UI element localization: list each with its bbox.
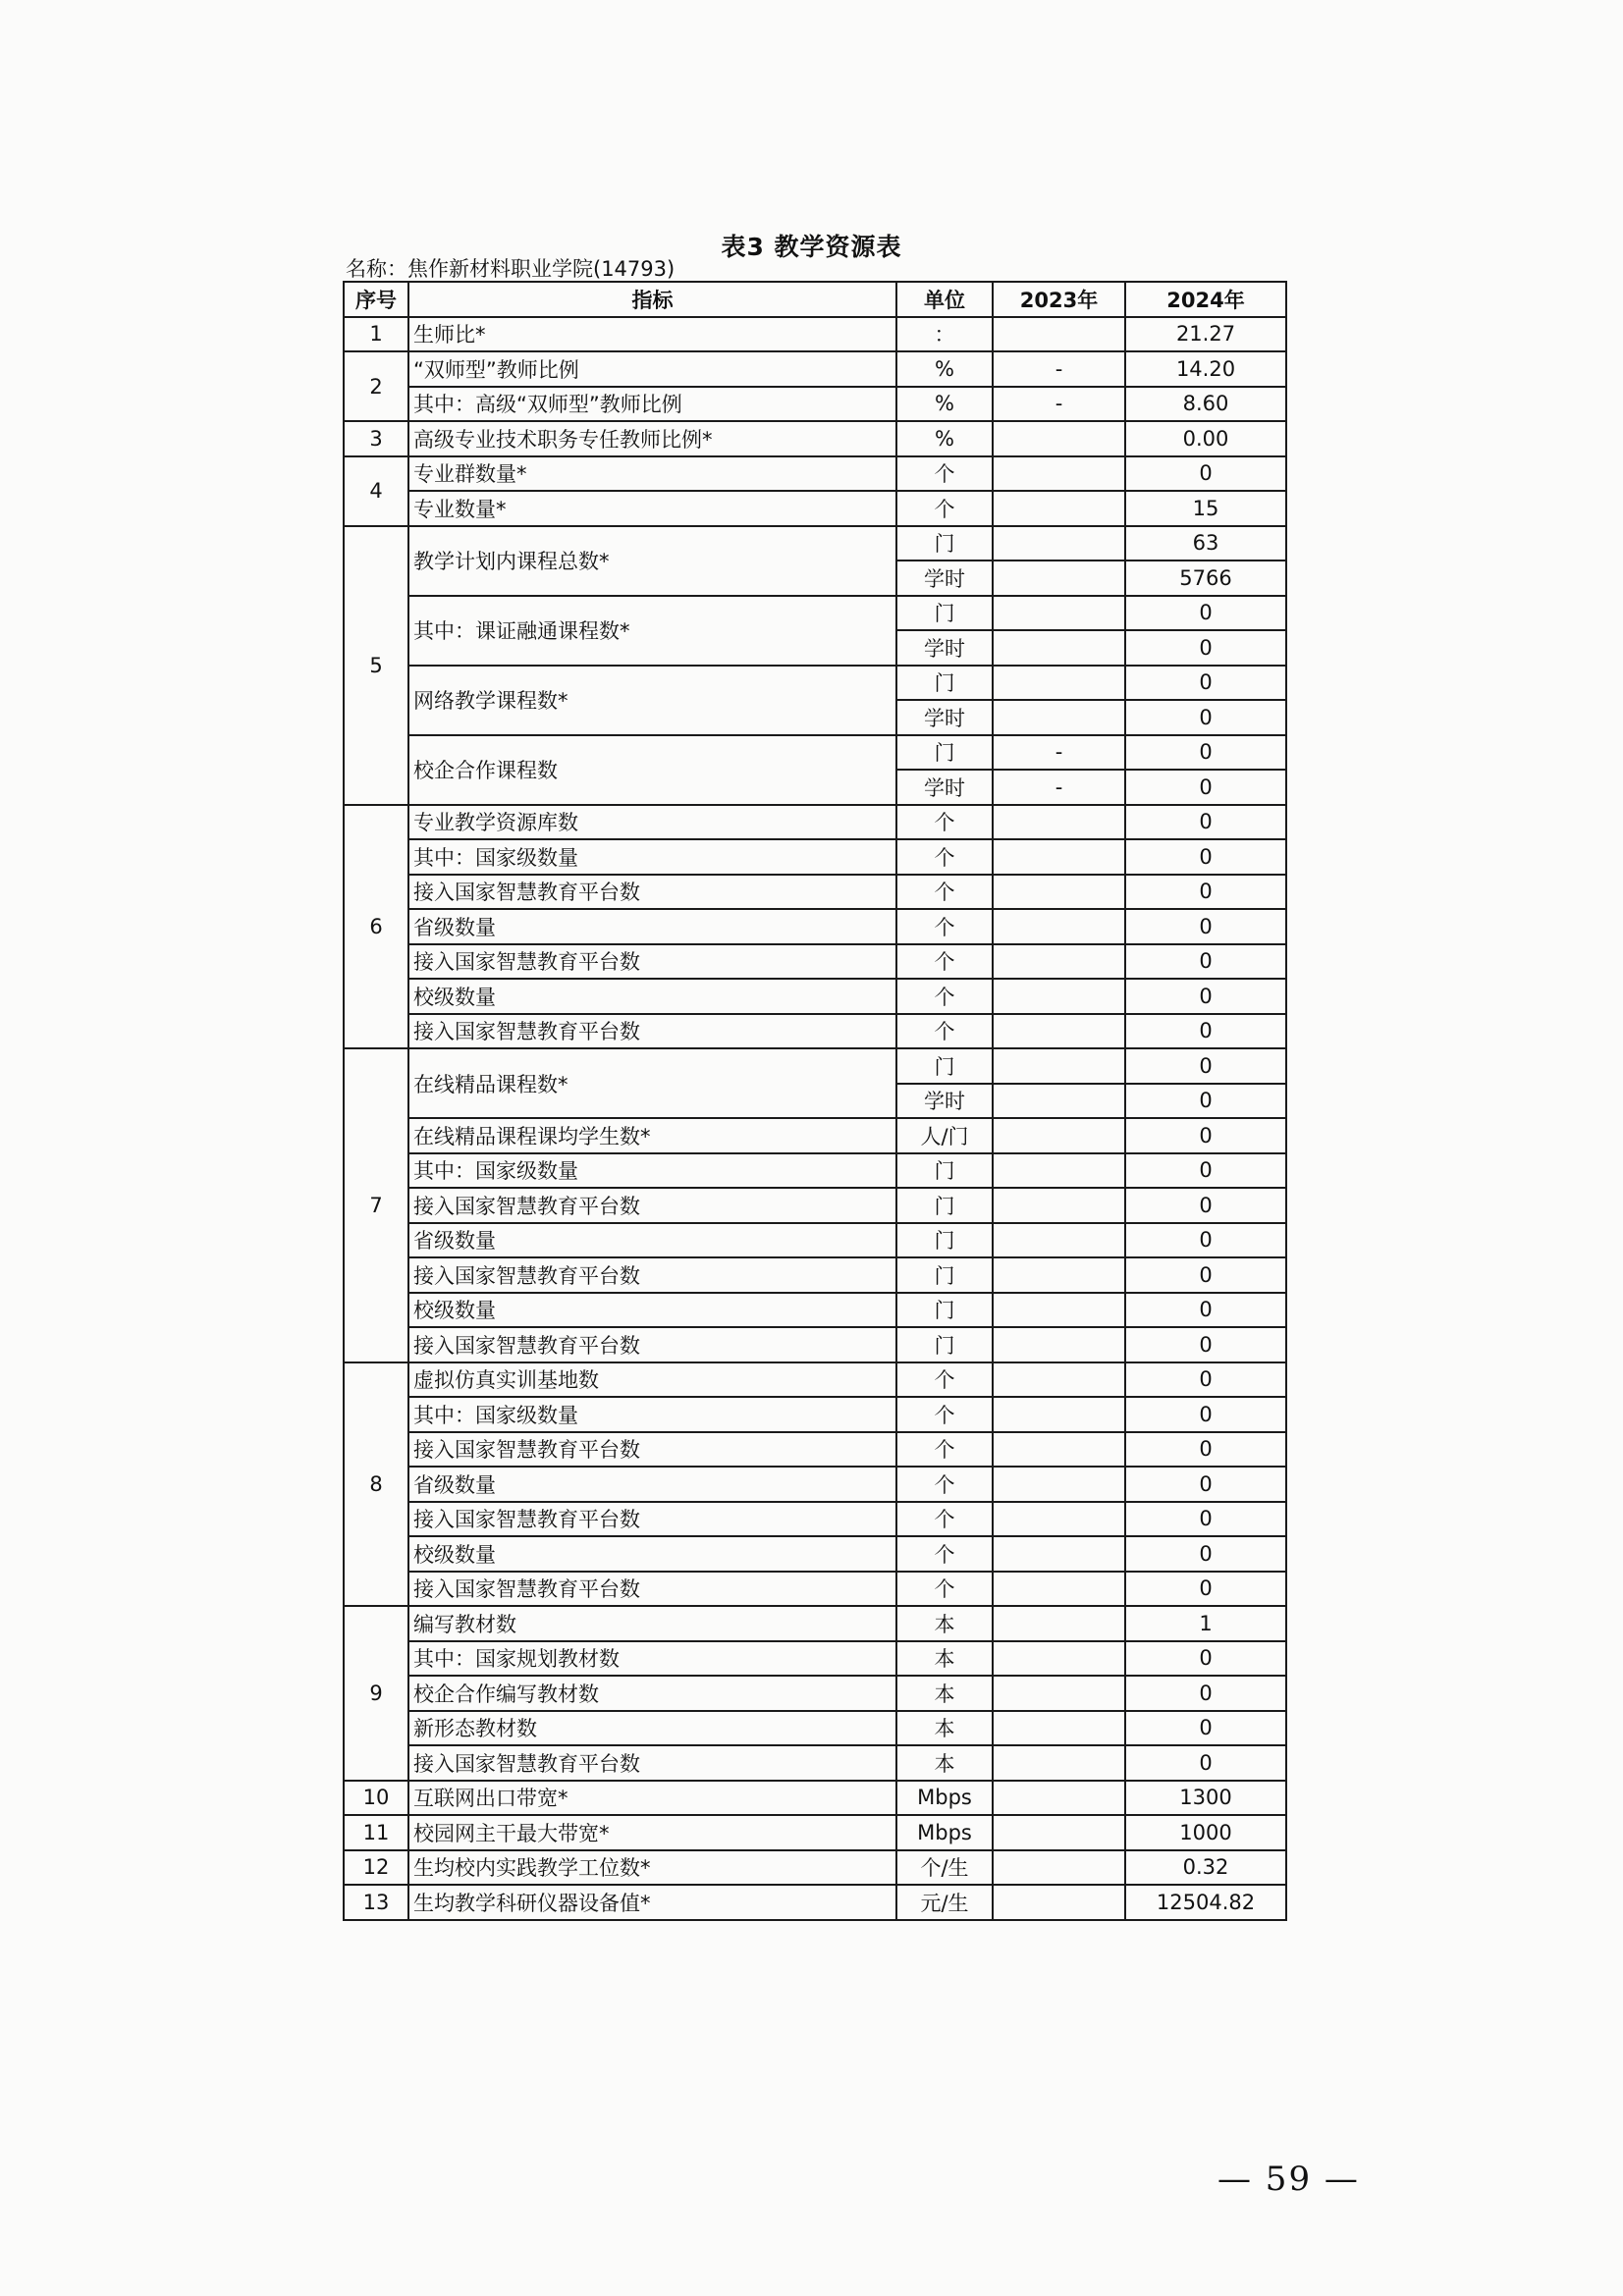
indicator-cell: 接入国家智慧教育平台数 bbox=[408, 1502, 896, 1537]
unit-cell: 本 bbox=[896, 1641, 993, 1677]
table-row bbox=[344, 1153, 1286, 1189]
unit-cell: 人/门 bbox=[896, 1118, 993, 1153]
table-row bbox=[344, 596, 1286, 631]
row-number: 9 bbox=[344, 1606, 408, 1781]
unit-cell: 个 bbox=[896, 1397, 993, 1432]
table-row bbox=[344, 666, 1286, 701]
value-2024-cell: 0 bbox=[1125, 875, 1286, 910]
table-row bbox=[344, 456, 1286, 492]
indicator-cell: 接入国家智慧教育平台数 bbox=[408, 1432, 896, 1468]
unit-cell: 个 bbox=[896, 875, 993, 910]
table-row bbox=[344, 735, 1286, 771]
indicator-cell: 校园网主干最大带宽* bbox=[408, 1815, 896, 1850]
value-2023-cell: - bbox=[993, 387, 1125, 422]
table-row bbox=[344, 1676, 1286, 1711]
unit-cell: % bbox=[896, 387, 993, 422]
value-2024-cell: 0 bbox=[1125, 1711, 1286, 1746]
value-2024-cell: 0 bbox=[1125, 630, 1286, 666]
table-row bbox=[344, 387, 1286, 422]
table-row bbox=[344, 1745, 1286, 1781]
value-2024-cell: 0 bbox=[1125, 1327, 1286, 1362]
value-2023-cell bbox=[993, 1118, 1125, 1153]
table-row bbox=[344, 1606, 1286, 1641]
table-row bbox=[344, 1362, 1286, 1398]
table-title: 表3 教学资源表 bbox=[721, 233, 902, 261]
indicator-cell: “双师型”教师比例 bbox=[408, 351, 896, 387]
unit-cell: 元/生 bbox=[896, 1885, 993, 1920]
unit-cell: 个 bbox=[896, 805, 993, 840]
value-2024-cell: 0.32 bbox=[1125, 1850, 1286, 1886]
indicator-cell: 接入国家智慧教育平台数 bbox=[408, 1014, 896, 1049]
table-body bbox=[344, 317, 1286, 1920]
unit-cell: 个 bbox=[896, 1467, 993, 1502]
value-2023-cell bbox=[993, 561, 1125, 596]
unit-cell: 门 bbox=[896, 1048, 993, 1084]
indicator-cell: 其中：国家级数量 bbox=[408, 1153, 896, 1189]
indicator-cell: 校企合作编写教材数 bbox=[408, 1676, 896, 1711]
table-row bbox=[344, 1781, 1286, 1816]
table-row bbox=[344, 1014, 1286, 1049]
teaching-resources-table bbox=[343, 281, 1287, 1921]
indicator-cell: 生均校内实践教学工位数* bbox=[408, 1850, 896, 1886]
unit-cell: 门 bbox=[896, 1188, 993, 1223]
page-number: — 59 — bbox=[1217, 2160, 1360, 2199]
value-2023-cell bbox=[993, 1223, 1125, 1258]
value-2024-cell: 0 bbox=[1125, 735, 1286, 771]
unit-cell: 门 bbox=[896, 596, 993, 631]
value-2024-cell: 0.00 bbox=[1125, 421, 1286, 456]
table-row bbox=[344, 1048, 1286, 1084]
indicator-cell: 省级数量 bbox=[408, 1467, 896, 1502]
value-2023-cell bbox=[993, 1397, 1125, 1432]
value-2024-cell: 0 bbox=[1125, 1153, 1286, 1189]
header-unit: 单位 bbox=[896, 282, 993, 317]
value-2023-cell bbox=[993, 1293, 1125, 1328]
table-row bbox=[344, 1536, 1286, 1572]
value-2024-cell: 0 bbox=[1125, 596, 1286, 631]
unit-cell: 本 bbox=[896, 1711, 993, 1746]
unit-cell: 个 bbox=[896, 1502, 993, 1537]
value-2023-cell bbox=[993, 1745, 1125, 1781]
row-number: 2 bbox=[344, 351, 408, 421]
table-row bbox=[344, 805, 1286, 840]
value-2023-cell bbox=[993, 1362, 1125, 1398]
unit-cell: 个 bbox=[896, 491, 993, 526]
value-2024-cell: 0 bbox=[1125, 1118, 1286, 1153]
row-number: 13 bbox=[344, 1885, 408, 1920]
table-row bbox=[344, 1293, 1286, 1328]
value-2023-cell bbox=[993, 839, 1125, 875]
value-2023-cell: - bbox=[993, 770, 1125, 805]
table-row bbox=[344, 1223, 1286, 1258]
table-row bbox=[344, 909, 1286, 944]
value-2023-cell bbox=[993, 1188, 1125, 1223]
row-number: 10 bbox=[344, 1781, 408, 1816]
row-number: 4 bbox=[344, 456, 408, 526]
value-2024-cell: 1 bbox=[1125, 1606, 1286, 1641]
value-2024-cell: 0 bbox=[1125, 1014, 1286, 1049]
unit-cell: 学时 bbox=[896, 700, 993, 735]
value-2023-cell bbox=[993, 526, 1125, 561]
table-row bbox=[344, 1257, 1286, 1293]
value-2024-cell: 0 bbox=[1125, 1084, 1286, 1119]
unit-cell: Mbps bbox=[896, 1815, 993, 1850]
value-2023-cell bbox=[993, 421, 1125, 456]
table-row bbox=[344, 1118, 1286, 1153]
value-2024-cell: 0 bbox=[1125, 1536, 1286, 1572]
value-2024-cell: 0 bbox=[1125, 1293, 1286, 1328]
value-2024-cell: 0 bbox=[1125, 456, 1286, 492]
row-number: 8 bbox=[344, 1362, 408, 1607]
unit-cell: 学时 bbox=[896, 561, 993, 596]
indicator-cell: 专业数量* bbox=[408, 491, 896, 526]
value-2023-cell bbox=[993, 944, 1125, 980]
value-2024-cell: 0 bbox=[1125, 839, 1286, 875]
indicator-cell: 高级专业技术职务专任教师比例* bbox=[408, 421, 896, 456]
header-2024: 2024年 bbox=[1125, 282, 1286, 317]
header-indicator: 指标 bbox=[408, 282, 896, 317]
table-row bbox=[344, 1327, 1286, 1362]
indicator-cell: 校企合作课程数 bbox=[408, 735, 896, 805]
table-row bbox=[344, 1885, 1286, 1920]
indicator-cell: 省级数量 bbox=[408, 909, 896, 944]
value-2023-cell bbox=[993, 1850, 1125, 1886]
indicator-cell: 专业群数量* bbox=[408, 456, 896, 492]
value-2023-cell bbox=[993, 596, 1125, 631]
unit-cell: 个 bbox=[896, 839, 993, 875]
value-2023-cell bbox=[993, 1014, 1125, 1049]
value-2024-cell: 0 bbox=[1125, 944, 1286, 980]
unit-cell: 个 bbox=[896, 1536, 993, 1572]
value-2024-cell: 0 bbox=[1125, 1188, 1286, 1223]
indicator-cell: 生均教学科研仪器设备值* bbox=[408, 1885, 896, 1920]
unit-cell: 门 bbox=[896, 1327, 993, 1362]
value-2023-cell bbox=[993, 1327, 1125, 1362]
indicator-cell: 教学计划内课程总数* bbox=[408, 526, 896, 596]
unit-cell: 本 bbox=[896, 1676, 993, 1711]
value-2024-cell: 0 bbox=[1125, 1745, 1286, 1781]
indicator-cell: 在线精品课程数* bbox=[408, 1048, 896, 1118]
table-row bbox=[344, 1188, 1286, 1223]
table-row bbox=[344, 1641, 1286, 1677]
value-2024-cell: 21.27 bbox=[1125, 317, 1286, 352]
value-2023-cell: - bbox=[993, 735, 1125, 771]
value-2023-cell bbox=[993, 1711, 1125, 1746]
indicator-cell: 虚拟仿真实训基地数 bbox=[408, 1362, 896, 1398]
unit-cell: 个 bbox=[896, 1014, 993, 1049]
unit-cell: ： bbox=[896, 317, 993, 352]
value-2023-cell bbox=[993, 1885, 1125, 1920]
unit-cell: 个 bbox=[896, 1362, 993, 1398]
indicator-cell: 接入国家智慧教育平台数 bbox=[408, 1257, 896, 1293]
unit-cell: 门 bbox=[896, 1257, 993, 1293]
value-2023-cell bbox=[993, 805, 1125, 840]
value-2024-cell: 63 bbox=[1125, 526, 1286, 561]
value-2023-cell bbox=[993, 909, 1125, 944]
table-row bbox=[344, 421, 1286, 456]
unit-cell: % bbox=[896, 351, 993, 387]
value-2024-cell: 0 bbox=[1125, 1572, 1286, 1607]
table-row bbox=[344, 1850, 1286, 1886]
indicator-cell: 生师比* bbox=[408, 317, 896, 352]
table-row bbox=[344, 1397, 1286, 1432]
value-2024-cell: 0 bbox=[1125, 1502, 1286, 1537]
indicator-cell: 校级数量 bbox=[408, 1536, 896, 1572]
indicator-cell: 新形态教材数 bbox=[408, 1711, 896, 1746]
table-row bbox=[344, 526, 1286, 561]
header-2023: 2023年 bbox=[993, 282, 1125, 317]
indicator-cell: 接入国家智慧教育平台数 bbox=[408, 1188, 896, 1223]
unit-cell: Mbps bbox=[896, 1781, 993, 1816]
value-2023-cell bbox=[993, 1572, 1125, 1607]
table-header-row bbox=[344, 282, 1286, 317]
value-2024-cell: 0 bbox=[1125, 1432, 1286, 1468]
value-2023-cell bbox=[993, 1432, 1125, 1468]
value-2023-cell bbox=[993, 491, 1125, 526]
value-2023-cell bbox=[993, 1467, 1125, 1502]
unit-cell: 个 bbox=[896, 944, 993, 980]
table-row bbox=[344, 1467, 1286, 1502]
value-2024-cell: 0 bbox=[1125, 770, 1286, 805]
indicator-cell: 编写教材数 bbox=[408, 1606, 896, 1641]
indicator-cell: 接入国家智慧教育平台数 bbox=[408, 1327, 896, 1362]
row-number: 3 bbox=[344, 421, 408, 456]
value-2023-cell bbox=[993, 875, 1125, 910]
unit-cell: 个 bbox=[896, 979, 993, 1014]
table-row bbox=[344, 317, 1286, 352]
indicator-cell: 其中：国家级数量 bbox=[408, 1397, 896, 1432]
table-row bbox=[344, 839, 1286, 875]
unit-cell: 门 bbox=[896, 1293, 993, 1328]
unit-cell: 个 bbox=[896, 1432, 993, 1468]
row-number: 12 bbox=[344, 1850, 408, 1886]
value-2023-cell bbox=[993, 1815, 1125, 1850]
value-2024-cell: 0 bbox=[1125, 666, 1286, 701]
value-2024-cell: 1000 bbox=[1125, 1815, 1286, 1850]
value-2023-cell bbox=[993, 1153, 1125, 1189]
indicator-cell: 在线精品课程课均学生数* bbox=[408, 1118, 896, 1153]
value-2023-cell bbox=[993, 1781, 1125, 1816]
table-row bbox=[344, 1572, 1286, 1607]
value-2024-cell: 0 bbox=[1125, 700, 1286, 735]
unit-cell: % bbox=[896, 421, 993, 456]
indicator-cell: 其中：国家级数量 bbox=[408, 839, 896, 875]
table-row bbox=[344, 944, 1286, 980]
unit-cell: 门 bbox=[896, 1223, 993, 1258]
value-2024-cell: 0 bbox=[1125, 979, 1286, 1014]
value-2024-cell: 0 bbox=[1125, 1048, 1286, 1084]
unit-cell: 个/生 bbox=[896, 1850, 993, 1886]
value-2024-cell: 15 bbox=[1125, 491, 1286, 526]
value-2023-cell bbox=[993, 700, 1125, 735]
row-number: 1 bbox=[344, 317, 408, 352]
unit-cell: 学时 bbox=[896, 1084, 993, 1119]
value-2024-cell: 0 bbox=[1125, 1467, 1286, 1502]
indicator-cell: 接入国家智慧教育平台数 bbox=[408, 875, 896, 910]
unit-cell: 门 bbox=[896, 735, 993, 771]
unit-cell: 学时 bbox=[896, 770, 993, 805]
indicator-cell: 互联网出口带宽* bbox=[408, 1781, 896, 1816]
institution-name: 名称：焦作新材料职业学院(14793) bbox=[346, 257, 676, 281]
value-2024-cell: 0 bbox=[1125, 909, 1286, 944]
indicator-cell: 其中：国家规划教材数 bbox=[408, 1641, 896, 1677]
table-row bbox=[344, 1711, 1286, 1746]
indicator-cell: 省级数量 bbox=[408, 1223, 896, 1258]
unit-cell: 门 bbox=[896, 666, 993, 701]
indicator-cell: 接入国家智慧教育平台数 bbox=[408, 1745, 896, 1781]
value-2024-cell: 0 bbox=[1125, 1676, 1286, 1711]
value-2023-cell bbox=[993, 317, 1125, 352]
unit-cell: 学时 bbox=[896, 630, 993, 666]
value-2023-cell bbox=[993, 1676, 1125, 1711]
table-row bbox=[344, 875, 1286, 910]
indicator-cell: 专业教学资源库数 bbox=[408, 805, 896, 840]
value-2023-cell bbox=[993, 1048, 1125, 1084]
value-2023-cell bbox=[993, 666, 1125, 701]
value-2024-cell: 0 bbox=[1125, 1641, 1286, 1677]
value-2023-cell bbox=[993, 1606, 1125, 1641]
value-2024-cell: 8.60 bbox=[1125, 387, 1286, 422]
row-number: 5 bbox=[344, 526, 408, 805]
unit-cell: 本 bbox=[896, 1606, 993, 1641]
value-2023-cell bbox=[993, 456, 1125, 492]
value-2023-cell bbox=[993, 1536, 1125, 1572]
unit-cell: 个 bbox=[896, 909, 993, 944]
value-2024-cell: 0 bbox=[1125, 1397, 1286, 1432]
table-row bbox=[344, 491, 1286, 526]
value-2023-cell bbox=[993, 1641, 1125, 1677]
row-number: 6 bbox=[344, 805, 408, 1049]
table-row bbox=[344, 1432, 1286, 1468]
table-row bbox=[344, 1815, 1286, 1850]
indicator-cell: 接入国家智慧教育平台数 bbox=[408, 1572, 896, 1607]
value-2024-cell: 14.20 bbox=[1125, 351, 1286, 387]
value-2023-cell bbox=[993, 1502, 1125, 1537]
table-row bbox=[344, 979, 1286, 1014]
indicator-cell: 网络教学课程数* bbox=[408, 666, 896, 735]
row-number: 11 bbox=[344, 1815, 408, 1850]
value-2024-cell: 0 bbox=[1125, 1257, 1286, 1293]
value-2024-cell: 0 bbox=[1125, 805, 1286, 840]
value-2023-cell bbox=[993, 630, 1125, 666]
table-row bbox=[344, 1502, 1286, 1537]
header-no: 序号 bbox=[344, 282, 408, 317]
value-2024-cell: 5766 bbox=[1125, 561, 1286, 596]
indicator-cell: 其中：高级“双师型”教师比例 bbox=[408, 387, 896, 422]
indicator-cell: 其中：课证融通课程数* bbox=[408, 596, 896, 666]
indicator-cell: 校级数量 bbox=[408, 979, 896, 1014]
unit-cell: 个 bbox=[896, 456, 993, 492]
unit-cell: 门 bbox=[896, 1153, 993, 1189]
unit-cell: 本 bbox=[896, 1745, 993, 1781]
value-2023-cell bbox=[993, 1084, 1125, 1119]
value-2024-cell: 0 bbox=[1125, 1362, 1286, 1398]
table-row bbox=[344, 351, 1286, 387]
value-2023-cell: - bbox=[993, 351, 1125, 387]
row-number: 7 bbox=[344, 1048, 408, 1362]
value-2024-cell: 0 bbox=[1125, 1223, 1286, 1258]
value-2023-cell bbox=[993, 1257, 1125, 1293]
value-2024-cell: 1300 bbox=[1125, 1781, 1286, 1816]
indicator-cell: 校级数量 bbox=[408, 1293, 896, 1328]
value-2024-cell: 12504.82 bbox=[1125, 1885, 1286, 1920]
indicator-cell: 接入国家智慧教育平台数 bbox=[408, 944, 896, 980]
unit-cell: 门 bbox=[896, 526, 993, 561]
unit-cell: 个 bbox=[896, 1572, 993, 1607]
value-2023-cell bbox=[993, 979, 1125, 1014]
